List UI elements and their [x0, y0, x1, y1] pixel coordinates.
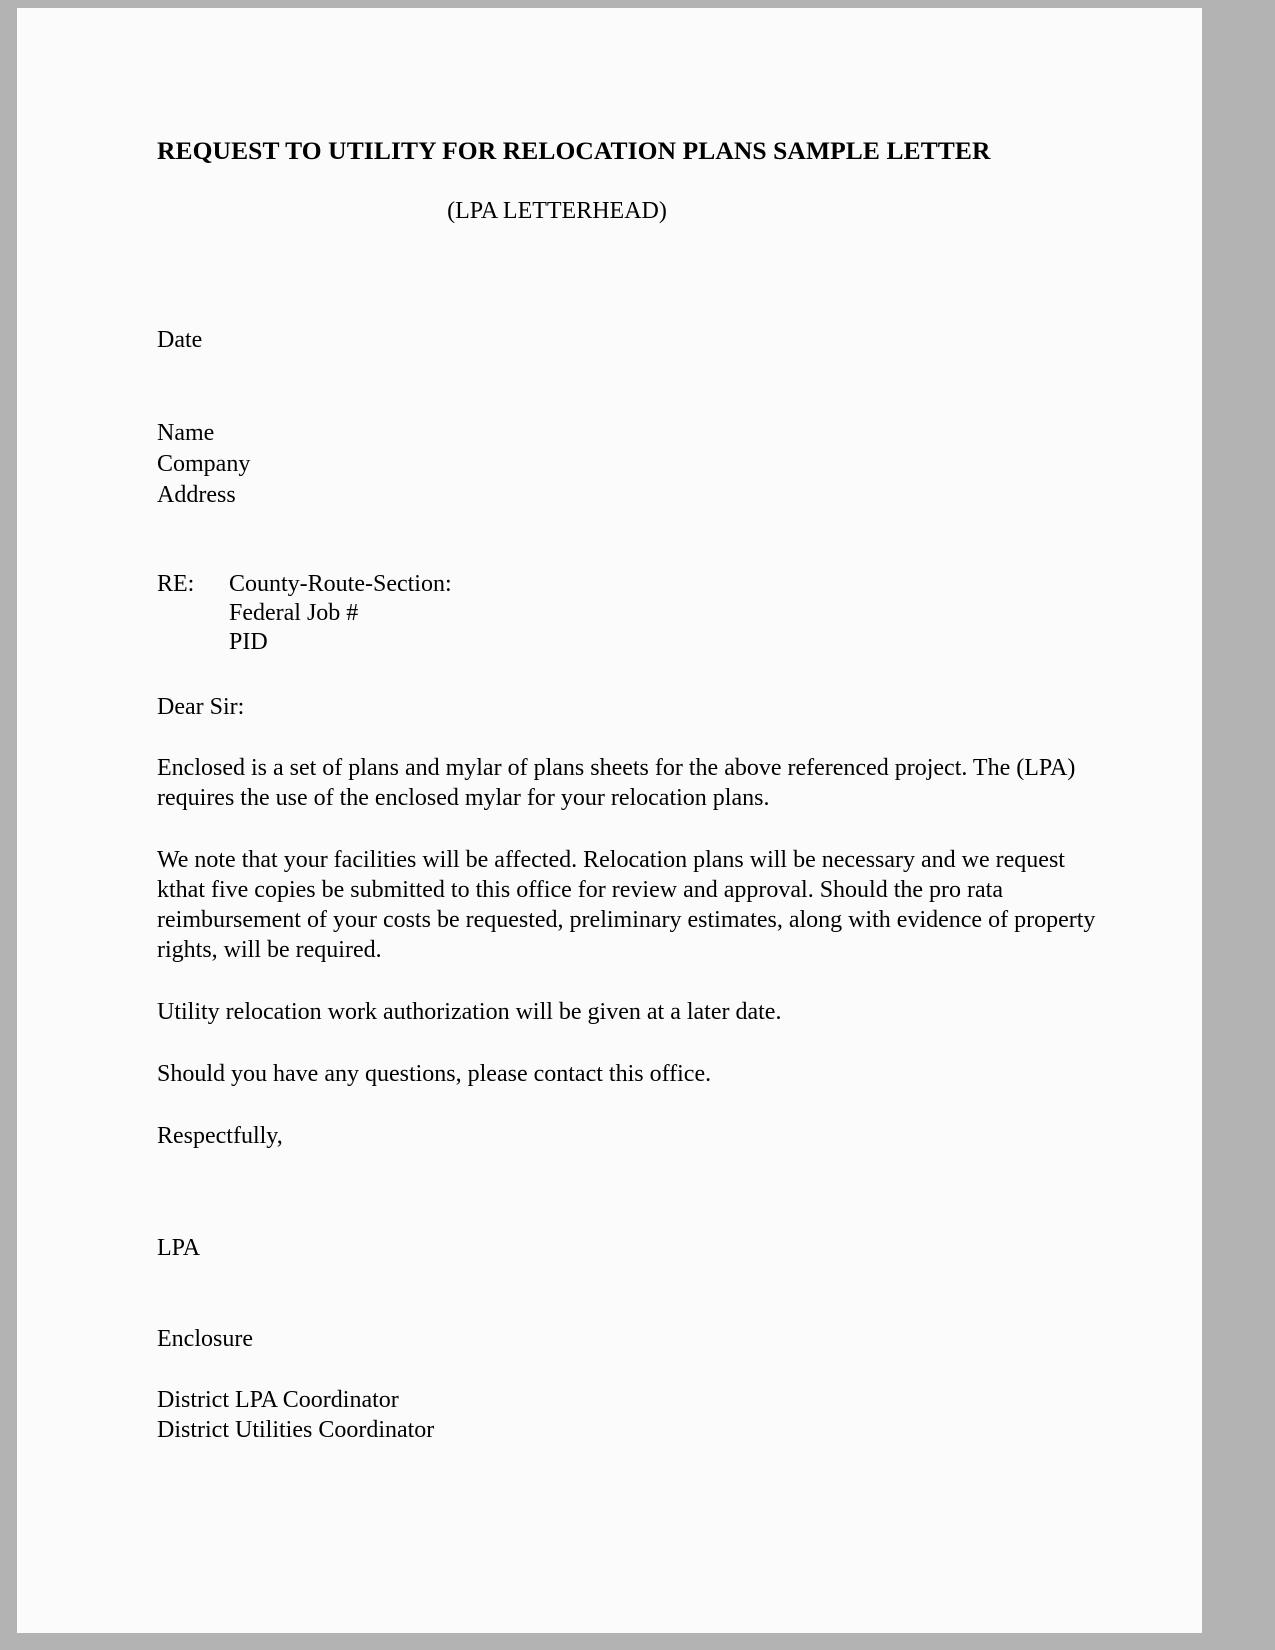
re-county-route-section: County-Route-Section:	[229, 571, 452, 598]
paragraph-1: Enclosed is a set of plans and mylar of plans sheets for the above referenced project. The (LPA) requires the use of the enclosed mylar for your relocation plans.	[157, 754, 1076, 811]
letter-body	[157, 136, 1097, 1446]
copy-recipient-2: District Utilities Coordinator	[157, 1417, 435, 1444]
letterhead-line: (LPA LETTERHEAD)	[447, 197, 667, 224]
re-line-2	[157, 599, 1097, 628]
recipient-address-block	[157, 418, 1097, 510]
document-page	[17, 8, 1202, 1633]
copy-recipients	[157, 1385, 1097, 1446]
closing-line: Respectfully,	[157, 1122, 283, 1149]
paragraph-2: We note that your facilities will be affected. Relocation plans will be necessary and we request kthat five copies be submitted to this office for review and approval. Should the pro rata reimbursement of your costs be requested, preliminary estimates, along with evidence of property rights, will be required.	[157, 846, 1096, 963]
date-field: Date	[157, 327, 203, 354]
recipient-address: Address	[157, 481, 236, 508]
re-federal-job: Federal Job #	[229, 600, 359, 627]
recipient-company: Company	[157, 450, 251, 477]
re-spacer-1	[157, 599, 229, 628]
paragraph-3: Utility relocation work authorization will be given at a later date.	[157, 998, 782, 1025]
page-title: REQUEST TO UTILITY FOR RELOCATION PLANS SAMPLE LETTER	[157, 136, 991, 165]
salutation: Dear Sir:	[157, 693, 245, 720]
re-line-1	[157, 570, 1097, 599]
re-block	[157, 570, 1097, 656]
re-spacer-2	[157, 628, 229, 657]
recipient-name: Name	[157, 420, 215, 447]
paragraph-4: Should you have any questions, please contact this office.	[157, 1060, 712, 1087]
re-line-3	[157, 628, 1097, 657]
copy-recipient-1: District LPA Coordinator	[157, 1386, 399, 1413]
signature-name: LPA	[157, 1234, 201, 1261]
enclosure-note: Enclosure	[157, 1325, 253, 1352]
re-label: RE:	[157, 571, 195, 598]
re-pid: PID	[229, 628, 268, 655]
